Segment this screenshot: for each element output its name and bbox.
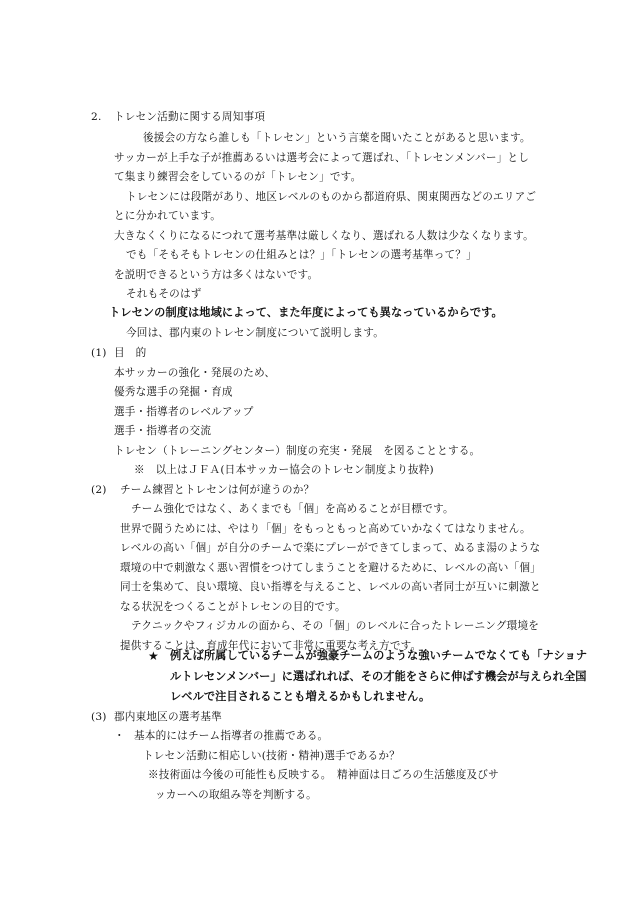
bullet-icon: ・ <box>114 730 125 742</box>
criteria-note: ※技術面は今後の可能性も反映する。 精神面は日ごろの生活態度及びサ <box>148 769 499 781</box>
paragraph-line: 同士を集めて、良い環境、良い指導を与えること、レベルの高い者同士が互いに刺激と <box>120 581 541 593</box>
criteria-line: トレセン活動に相応しい(技術・精神)選手であるか？ <box>143 750 400 762</box>
paragraph-line: なる状況をつくることがトレセンの目的です。 <box>120 601 346 613</box>
list-item: 選手・指導者のレベルアップ <box>114 406 254 418</box>
list-item: 優秀な選手の発掘・育成 <box>114 386 233 398</box>
criteria-line: 基本的にはチーム指導者の推薦である。 <box>134 730 329 742</box>
subsection-heading: 郡内東地区の選考基準 <box>114 711 222 723</box>
paragraph-line: 世界で闘うためには、やはり「個」をもっともっと高めていかなくてはなりません。 <box>120 523 531 535</box>
section-number: 2. <box>91 111 102 123</box>
paragraph-line: 今回は、郡内東のトレセン制度について説明します。 <box>126 327 384 339</box>
paragraph-line: とに分かれています。 <box>114 210 222 222</box>
source-note: ※ 以上はＪＦＡ(日本サッカー協会のトレセン制度より抜粋) <box>134 464 434 476</box>
list-item: トレセン（トレーニングセンター）制度の充実・発展 を図ることとする。 <box>114 445 481 457</box>
paragraph-line: それもそのはず <box>126 288 202 300</box>
bold-statement: トレセンの制度は地域によって、また年度によっても異なっているからです。 <box>109 306 503 319</box>
paragraph-line: でも「そもそもトレセンの仕組みとは？」「トレセンの選考基準って？」 <box>126 249 477 261</box>
paragraph-line: て集まり練習会をしているのが「トレセン」です。 <box>114 171 362 183</box>
subsection-number: (2) <box>91 484 107 496</box>
subsection-number: (3) <box>91 711 107 723</box>
paragraph-line: トレセンには段階があり、地区レベルのものから都道府県、関東関西などのエリアご <box>126 191 537 203</box>
paragraph-line: 環境の中で刺激なく悪い習慣をつけてしまうことを避けるために、レベルの高い「個」 <box>120 562 541 574</box>
subsection-number: (1) <box>91 347 107 359</box>
criteria-note: ッカーへの取組み等を判断する。 <box>155 789 317 801</box>
paragraph-line: チーム強化ではなく、あくまでも「個」を高めることが目標です。 <box>131 503 454 515</box>
bold-statement: 例えば所属しているチームが強豪チームのような強いチームでなくても「ナショナ <box>170 649 588 662</box>
paragraph-line: レベルの高い「個」が自分のチームで楽にプレーができてしまって、ぬるま湯のような <box>120 542 541 554</box>
paragraph-line: 後援会の方なら誰しも「トレセン」という言葉を聞いたことがあると思います。 <box>143 132 531 144</box>
section-heading: トレセン活動に関する周知事項 <box>114 111 266 123</box>
list-item: 本サッカーの強化・発展のため、 <box>114 367 276 379</box>
paragraph-line: を説明できるという方は多くはないです。 <box>114 269 319 281</box>
star-icon: ★ <box>148 649 159 663</box>
bold-statement: レベルで注目されることも増えるかもしれません。 <box>170 690 431 703</box>
subsection-heading: 目 的 <box>114 347 147 359</box>
paragraph-line: 提供することは、育成年代において非常に重要な考え方です。 <box>120 640 422 652</box>
subsection-heading: チーム練習とトレセンは何が違うのか？ <box>120 484 315 496</box>
paragraph-line: 大きなくくりになるにつれて選考基準は厳しくなり、選ばれる人数は少なくなります。 <box>114 230 534 242</box>
paragraph-line: サッカーが上手な子が推薦あるいは選考会によって選ばれ、「トレセンメンバー」とし <box>114 152 530 164</box>
bold-statement: ルトレセンメンバー」に選ばれれば、その才能をさらに伸ばす機会が与えられ全国 <box>170 670 587 683</box>
paragraph-line: テクニックやフィジカルの面から、その「個」のレベルに合ったトレーニング環境を <box>131 620 540 632</box>
list-item: 選手・指導者の交流 <box>114 425 212 437</box>
